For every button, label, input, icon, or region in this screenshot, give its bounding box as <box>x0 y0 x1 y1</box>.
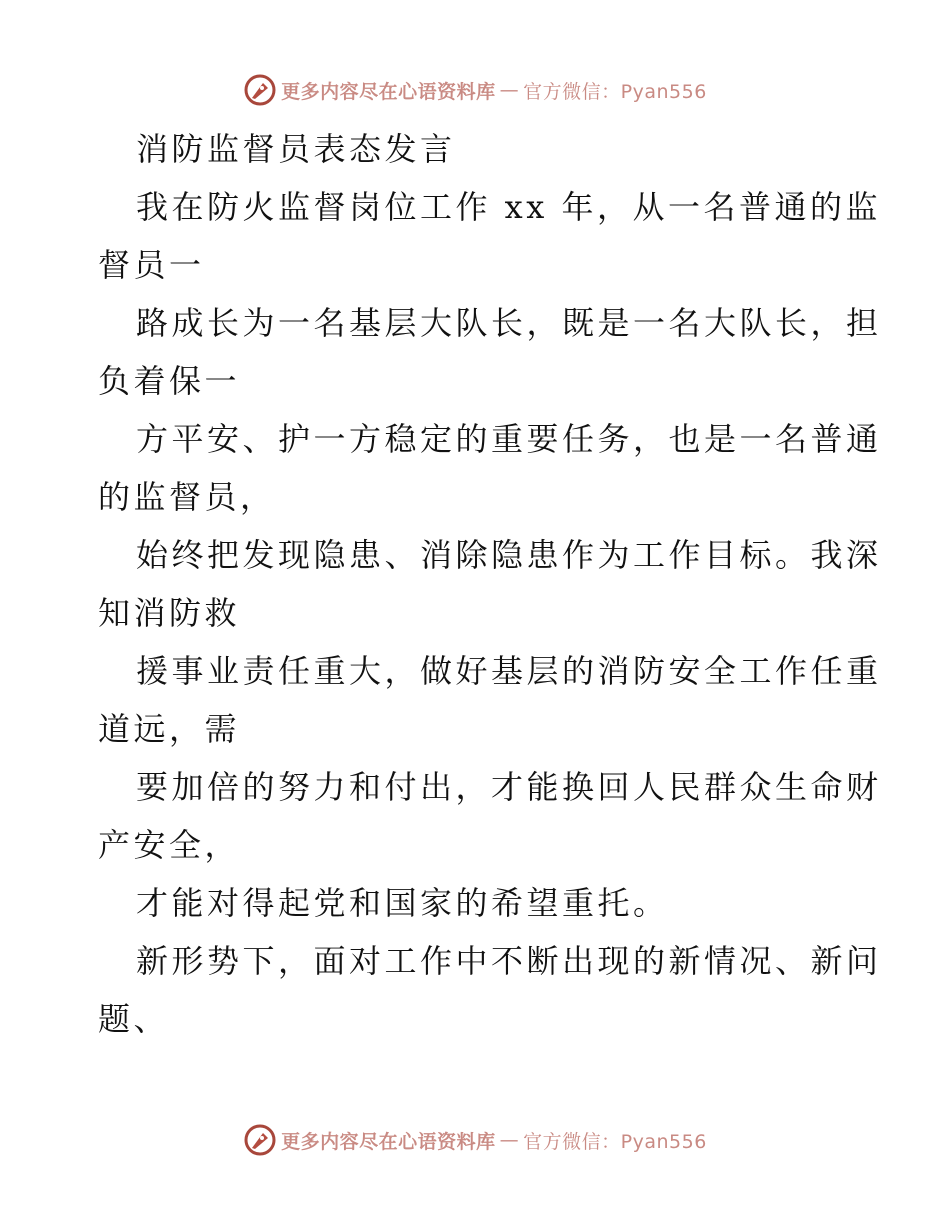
banner-main-text: 更多内容尽在心语资料库 <box>281 1130 496 1153</box>
paragraph-line: 产安全， <box>98 826 241 864</box>
paragraph-line: 督员一 <box>98 246 205 284</box>
pen-nib-logo-icon <box>243 73 277 107</box>
header-banner <box>0 70 950 110</box>
paragraph-line: 道远，需 <box>98 710 241 748</box>
paragraph-line: 知消防救 <box>98 594 241 632</box>
paragraph-line: 才能对得起党和国家的希望重托。 <box>136 884 669 922</box>
banner-separator: — <box>499 1129 520 1151</box>
banner-account-text: 官方微信：Pyan556 <box>523 80 707 103</box>
paragraph-line: 我在防火监督岗位工作 xx 年，从一名普通的监 <box>136 188 881 226</box>
paragraph-line: 负着保一 <box>98 362 241 400</box>
banner-separator: — <box>499 79 520 101</box>
banner-account-text: 官方微信：Pyan556 <box>523 1130 707 1153</box>
paragraph-line: 方平安、护一方稳定的重要任务，也是一名普通 <box>136 420 882 458</box>
paragraph-line: 新形势下，面对工作中不断出现的新情况、新问 <box>136 942 882 980</box>
paragraph-line: 的监督员， <box>98 478 276 516</box>
paragraph-line: 题、 <box>98 1000 170 1038</box>
paragraph-line: 要加倍的努力和付出，才能换回人民群众生命财 <box>136 768 882 806</box>
footer-banner <box>0 1120 950 1160</box>
banner-main-text: 更多内容尽在心语资料库 <box>281 80 496 103</box>
document-title: 消防监督员表态发言 <box>136 130 456 168</box>
document-body <box>98 120 882 1048</box>
paragraph-line: 援事业责任重大，做好基层的消防安全工作任重 <box>136 652 882 690</box>
pen-nib-logo-icon <box>243 1123 277 1157</box>
paragraph-line: 路成长为一名基层大队长，既是一名大队长，担 <box>136 304 882 342</box>
paragraph-line: 始终把发现隐患、消除隐患作为工作目标。我深 <box>136 536 882 574</box>
